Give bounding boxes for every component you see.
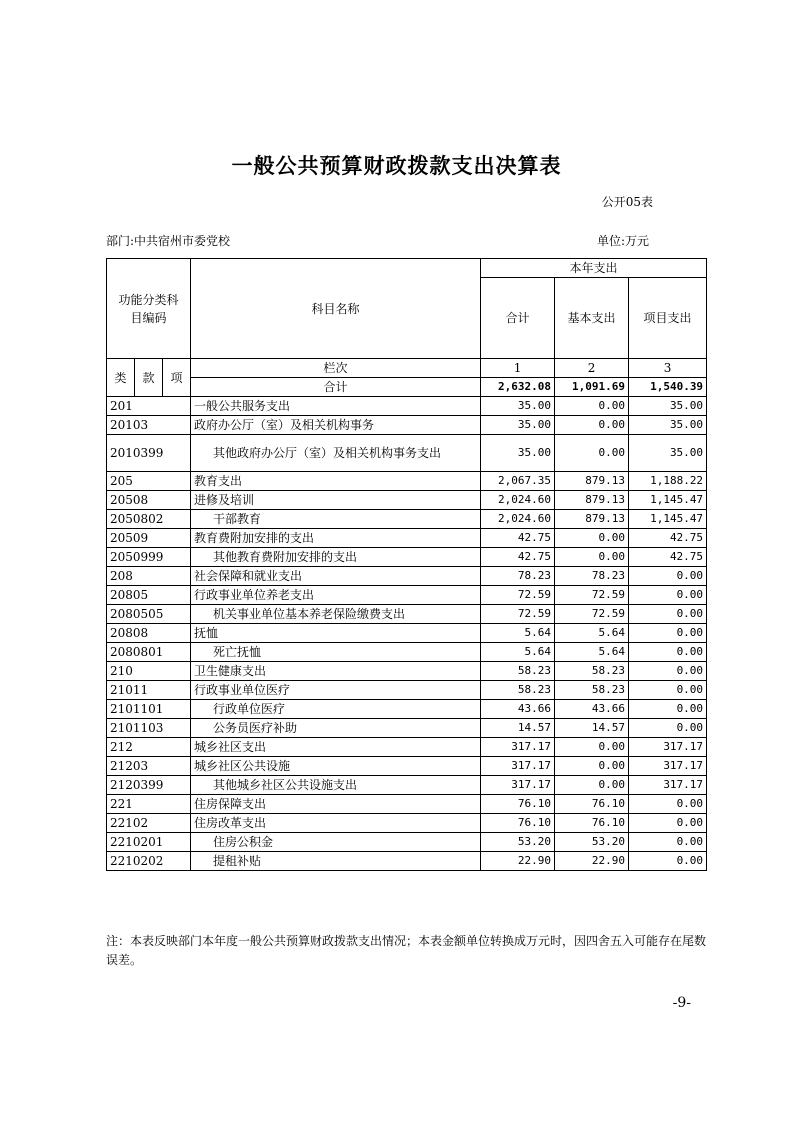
- row-total: 42.75: [481, 548, 555, 567]
- row-project: 0.00: [629, 567, 707, 586]
- row-subject-name: 城乡社区支出: [191, 738, 481, 757]
- row-project: 0.00: [629, 643, 707, 662]
- row-code: 205: [107, 472, 191, 491]
- table-row: [107, 624, 707, 643]
- subject-name-header: 科目名称: [191, 259, 481, 359]
- row-subject-name: 住房改革支出: [191, 814, 481, 833]
- row-total: 2,067.35: [481, 472, 555, 491]
- row-total: 2,024.60: [481, 491, 555, 510]
- row-basic: 0.00: [555, 738, 629, 757]
- row-basic: 58.23: [555, 681, 629, 700]
- row-project: 1,188.22: [629, 472, 707, 491]
- row-code: 2210201: [107, 833, 191, 852]
- row-code: 20103: [107, 416, 191, 435]
- row-total: 72.59: [481, 586, 555, 605]
- table-row: [107, 529, 707, 548]
- row-code: 21203: [107, 757, 191, 776]
- row-project: 0.00: [629, 700, 707, 719]
- row-project: 0.00: [629, 624, 707, 643]
- row-project: 0.00: [629, 586, 707, 605]
- row-subject-name: 抚恤: [191, 624, 481, 643]
- row-subject-name: 住房公积金: [191, 833, 481, 852]
- row-code: 201: [107, 397, 191, 416]
- row-code: 2101103: [107, 719, 191, 738]
- row-subject-name: 住房保障支出: [191, 795, 481, 814]
- row-total: 76.10: [481, 814, 555, 833]
- row-total: 317.17: [481, 738, 555, 757]
- row-total: 35.00: [481, 397, 555, 416]
- row-project: 0.00: [629, 833, 707, 852]
- column-number-2: 2: [555, 359, 629, 378]
- row-basic: 58.23: [555, 662, 629, 681]
- row-basic: 879.13: [555, 510, 629, 529]
- row-subject-name: 一般公共服务支出: [191, 397, 481, 416]
- row-code: 20805: [107, 586, 191, 605]
- row-subject-name: 公务员医疗补助: [191, 719, 481, 738]
- row-basic: 5.64: [555, 624, 629, 643]
- department-label: 部门:中共宿州市委党校: [106, 234, 231, 248]
- row-project: 0.00: [629, 681, 707, 700]
- row-total: 58.23: [481, 681, 555, 700]
- row-code: 212: [107, 738, 191, 757]
- table-row: [107, 795, 707, 814]
- page-number: -9-: [672, 995, 691, 1011]
- row-project: 0.00: [629, 662, 707, 681]
- row-basic: 879.13: [555, 491, 629, 510]
- row-basic: 14.57: [555, 719, 629, 738]
- row-basic: 0.00: [555, 435, 629, 472]
- table-row: [107, 567, 707, 586]
- row-code: 208: [107, 567, 191, 586]
- row-code: 2050802: [107, 510, 191, 529]
- row-basic: 76.10: [555, 814, 629, 833]
- row-code: 21011: [107, 681, 191, 700]
- row-project: 1,145.47: [629, 491, 707, 510]
- row-total: 53.20: [481, 833, 555, 852]
- row-total: 58.23: [481, 662, 555, 681]
- table-row: [107, 833, 707, 852]
- row-basic: 0.00: [555, 397, 629, 416]
- row-project: 0.00: [629, 852, 707, 871]
- unit-label: 单位:万元: [596, 234, 649, 248]
- row-basic: 72.59: [555, 605, 629, 624]
- row-total: 35.00: [481, 435, 555, 472]
- table-row: [107, 738, 707, 757]
- column-number-1: 1: [481, 359, 555, 378]
- row-basic: 0.00: [555, 548, 629, 567]
- row-code: 221: [107, 795, 191, 814]
- table-row: [107, 776, 707, 795]
- row-total: 78.23: [481, 567, 555, 586]
- row-basic: 0.00: [555, 416, 629, 435]
- row-project: 317.17: [629, 776, 707, 795]
- form-number: 公开05表: [601, 195, 653, 209]
- year-expense-header: 本年支出: [481, 259, 707, 278]
- table-row: [107, 852, 707, 871]
- row-subject-name: 其他教育费附加安排的支出: [191, 548, 481, 567]
- row-project: 35.00: [629, 435, 707, 472]
- row-project: 0.00: [629, 719, 707, 738]
- table-row: [107, 757, 707, 776]
- row-subject-name: 社会保障和就业支出: [191, 567, 481, 586]
- row-total: 43.66: [481, 700, 555, 719]
- row-code: 2120399: [107, 776, 191, 795]
- row-code: 2101101: [107, 700, 191, 719]
- row-basic: 22.90: [555, 852, 629, 871]
- row-project: 42.75: [629, 529, 707, 548]
- row-subject-name: 教育费附加安排的支出: [191, 529, 481, 548]
- table-row: [107, 719, 707, 738]
- row-code: 2050999: [107, 548, 191, 567]
- table-row: [107, 491, 707, 510]
- column-number-3: 3: [629, 359, 707, 378]
- table-row: [107, 814, 707, 833]
- row-project: 35.00: [629, 397, 707, 416]
- row-subject-name: 机关事业单位基本养老保险缴费支出: [191, 605, 481, 624]
- row-subject-name: 行政事业单位医疗: [191, 681, 481, 700]
- row-basic: 0.00: [555, 529, 629, 548]
- sum-project: 1,540.39: [629, 378, 707, 397]
- table-row: [107, 472, 707, 491]
- sum-basic: 1,091.69: [555, 378, 629, 397]
- row-basic: 0.00: [555, 757, 629, 776]
- table-row: [107, 416, 707, 435]
- table-row: [107, 662, 707, 681]
- row-basic: 0.00: [555, 776, 629, 795]
- row-basic: 76.10: [555, 795, 629, 814]
- row-subject-name: 其他城乡社区公共设施支出: [191, 776, 481, 795]
- row-subject-name: 行政单位医疗: [191, 700, 481, 719]
- xiang-header: 项: [163, 359, 191, 397]
- row-project: 1,145.47: [629, 510, 707, 529]
- row-code: 210: [107, 662, 191, 681]
- kuan-header: 款: [135, 359, 163, 397]
- row-basic: 72.59: [555, 586, 629, 605]
- row-code: 2080801: [107, 643, 191, 662]
- table-row: [107, 681, 707, 700]
- row-project: 42.75: [629, 548, 707, 567]
- row-code: 2080505: [107, 605, 191, 624]
- row-project: 317.17: [629, 738, 707, 757]
- row-subject-name: 提租补贴: [191, 852, 481, 871]
- table-row: [107, 605, 707, 624]
- row-project: 0.00: [629, 605, 707, 624]
- row-project: 35.00: [629, 416, 707, 435]
- table-row: [107, 586, 707, 605]
- row-subject-name: 死亡抚恤: [191, 643, 481, 662]
- row-subject-name: 其他政府办公厅（室）及相关机构事务支出: [191, 435, 481, 472]
- table-row: [107, 548, 707, 567]
- row-code: 20508: [107, 491, 191, 510]
- table-row: [107, 397, 707, 416]
- category-header: 类: [107, 359, 135, 397]
- table-note: 注：本表反映部门本年度一般公共预算财政拨款支出情况；本表金额单位转换成万元时，因四舍五入可能存在尾数误差。: [106, 934, 707, 967]
- sum-label: 合计: [191, 378, 481, 397]
- row-total: 317.17: [481, 757, 555, 776]
- row-basic: 879.13: [555, 472, 629, 491]
- row-project: 0.00: [629, 814, 707, 833]
- table-row: [107, 510, 707, 529]
- row-subject-name: 卫生健康支出: [191, 662, 481, 681]
- row-code: 2010399: [107, 435, 191, 472]
- row-subject-name: 政府办公厅（室）及相关机构事务: [191, 416, 481, 435]
- total-header: 合计: [481, 278, 555, 359]
- project-header: 项目支出: [629, 278, 707, 359]
- row-total: 14.57: [481, 719, 555, 738]
- row-basic: 78.23: [555, 567, 629, 586]
- row-project: 317.17: [629, 757, 707, 776]
- row-total: 5.64: [481, 624, 555, 643]
- row-total: 317.17: [481, 776, 555, 795]
- row-basic: 53.20: [555, 833, 629, 852]
- row-code: 20808: [107, 624, 191, 643]
- column-label: 栏次: [191, 359, 481, 378]
- row-code: 22102: [107, 814, 191, 833]
- row-total: 72.59: [481, 605, 555, 624]
- row-subject-name: 进修及培训: [191, 491, 481, 510]
- row-code: 20509: [107, 529, 191, 548]
- row-basic: 43.66: [555, 700, 629, 719]
- code-group-header: 功能分类科目编码: [107, 259, 191, 359]
- row-total: 76.10: [481, 795, 555, 814]
- basic-header: 基本支出: [555, 278, 629, 359]
- row-subject-name: 城乡社区公共设施: [191, 757, 481, 776]
- row-total: 35.00: [481, 416, 555, 435]
- table-row: [107, 700, 707, 719]
- table-row: [107, 643, 707, 662]
- sum-total: 2,632.08: [481, 378, 555, 397]
- row-total: 22.90: [481, 852, 555, 871]
- row-total: 42.75: [481, 529, 555, 548]
- page-title: 一般公共预算财政拨款支出决算表: [231, 154, 562, 178]
- row-subject-name: 行政事业单位养老支出: [191, 586, 481, 605]
- row-total: 5.64: [481, 643, 555, 662]
- row-basic: 5.64: [555, 643, 629, 662]
- expenditure-table: [106, 258, 707, 871]
- row-project: 0.00: [629, 795, 707, 814]
- row-code: 2210202: [107, 852, 191, 871]
- row-subject-name: 教育支出: [191, 472, 481, 491]
- table-row: [107, 435, 707, 472]
- row-total: 2,024.60: [481, 510, 555, 529]
- row-subject-name: 干部教育: [191, 510, 481, 529]
